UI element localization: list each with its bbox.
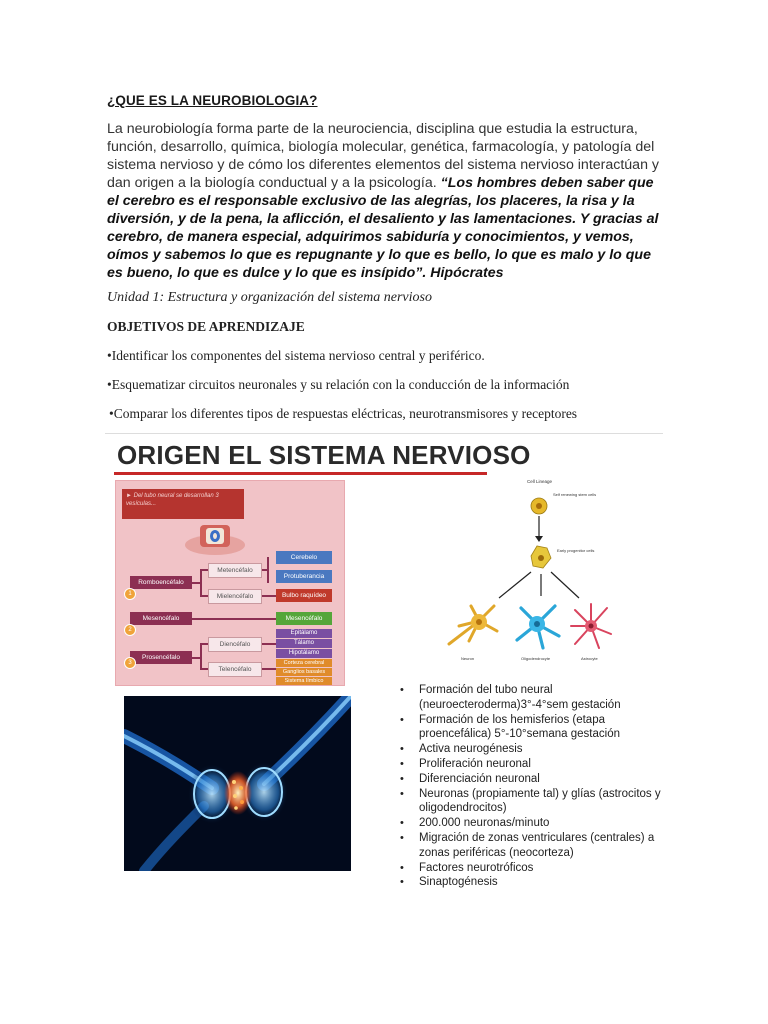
oligodendrocyte-label: Oligodendrocyte <box>521 656 551 661</box>
connector-line <box>200 569 208 571</box>
step-number: 1 <box>124 588 136 600</box>
vesicle-mielencefalo: Mielencéfalo <box>208 589 262 604</box>
structure-ganglios: Ganglios basales <box>276 668 332 676</box>
connector-line <box>260 595 276 597</box>
connector-line <box>267 557 269 583</box>
list-item: • Activa neurogénesis <box>396 742 676 757</box>
structure-protuberancia: Protuberancia <box>276 570 332 583</box>
connector-line <box>200 668 208 670</box>
structure-corteza: Corteza cerebral <box>276 659 332 667</box>
list-item: • 200.000 neuronas/minuto <box>396 816 676 831</box>
diagram-note: ► Del tubo neural se desarrollan 3 vesículas... <box>122 489 244 519</box>
list-item: • Neuronas (propiamente tal) y glías (astrocitos y oligodendrocitos) <box>396 787 676 817</box>
oligodendrocyte-cell-illustration <box>517 606 559 648</box>
intro-paragraph <box>107 120 662 282</box>
vesicle-mesencefalo: Mesencéfalo <box>130 612 192 625</box>
connector-line <box>260 668 276 670</box>
vesicle-metencefalo: Metencéfalo <box>208 563 262 578</box>
neuron-cell-illustration <box>449 606 497 644</box>
step-number: 3 <box>124 657 136 669</box>
vesicle-telencefalo: Telencéfalo <box>208 662 262 677</box>
list-item: • Migración de zonas ventriculares (centrales) a zonas periféricas (neocorteza) <box>396 831 676 861</box>
hippocrates-quote: “Los hombres deben saber que el cerebro es el responsable exclusivo de las alegrías, los placeres, la risa y la diversión, y de la pena, la aflicción, el desaliento y las lamentaciones. Y gracias al cerebro, de manera especial, adquirimos sabiduría y conocimientos, y vemos, oímos y sabemos lo que es repugnante y lo que es bello, lo que es malo y lo que es bueno, lo que es dulce y lo que es insípido”. Hipócrates <box>107 175 659 281</box>
unit-heading: Unidad 1: Estructura y organización del sistema nervioso <box>107 290 432 305</box>
objectives-heading: OBJETIVOS DE APRENDIZAJE <box>107 319 305 334</box>
connector-line <box>200 595 208 597</box>
structure-limbico: Sistema límbico <box>276 677 332 685</box>
stem-label: Self renewing stem cells <box>553 492 597 497</box>
connector-line <box>260 643 276 645</box>
vesicle-diencefalo: Diencéfalo <box>208 637 262 652</box>
list-item: • Proliferación neuronal <box>396 757 676 772</box>
astrocyte-label: Astrocyte <box>581 656 598 661</box>
development-bullet-list <box>396 683 676 890</box>
slide-title-underline <box>114 472 487 475</box>
astrocyte-cell-illustration <box>571 604 611 648</box>
brain-development-diagram <box>115 480 345 686</box>
slide-title: ORIGEN EL SISTEMA NERVIOSO <box>117 440 531 470</box>
structure-talamo: Tálamo <box>276 639 332 648</box>
connector-line <box>200 643 208 645</box>
connector-line <box>192 618 276 620</box>
list-item: • Formación de los hemisferios (etapa proencefálica) 5°-10°semana gestación <box>396 713 676 743</box>
progenitor-label: Early progenitor cells <box>557 548 595 553</box>
page-title: ¿QUE ES LA NEUROBIOLOGIA? <box>107 93 318 108</box>
list-item: • Formación del tubo neural (neuroecteroderma)3°-4°sem gestación <box>396 683 676 713</box>
intro-text: La neurobiología forma parte de la neurociencia, disciplina que estudia la estructura, función, desarrollo, química, biología molecular, genética, farmacología, y patología del sistema nervioso y de cómo los diferentes elementos del sistema nervioso interactúan y dan origen a la biología conductual y a la psicología. <box>107 121 660 191</box>
objective-item: •Comparar los diferentes tipos de respuestas eléctricas, neurotransmisores y receptores <box>109 406 578 421</box>
structure-cerebelo: Cerebelo <box>276 551 332 564</box>
divider <box>105 433 663 434</box>
list-item: • Factores neurotróficos <box>396 861 676 876</box>
cell-lineage-illustration <box>439 476 619 676</box>
objective-item: •Identificar los componentes del sistema nervioso central y periférico. <box>107 348 485 363</box>
vesicle-romboencefalo: Romboencéfalo <box>130 576 192 589</box>
structure-hipotalamo: Hipotálamo <box>276 649 332 658</box>
synapse-illustration <box>124 696 351 871</box>
neural-tube-illustration <box>182 519 248 555</box>
structure-bulbo: Bulbo raquídeo <box>276 589 332 602</box>
vesicle-prosencefalo: Prosencéfalo <box>130 651 192 664</box>
step-number: 2 <box>124 624 136 636</box>
structure-mesencefalo: Mesencéfalo <box>276 612 332 625</box>
structure-epitalamo: Epitálamo <box>276 629 332 638</box>
lineage-top-label: Cell Lineage <box>527 479 553 484</box>
list-item: • Diferenciación neuronal <box>396 772 676 787</box>
connector-line <box>200 569 202 596</box>
list-item: • Sinaptogénesis <box>396 875 676 890</box>
objective-item: •Esquematizar circuitos neuronales y su relación con la conducción de la información <box>107 377 570 392</box>
neuron-label: Neuron <box>461 656 475 661</box>
connector-line <box>200 643 202 669</box>
